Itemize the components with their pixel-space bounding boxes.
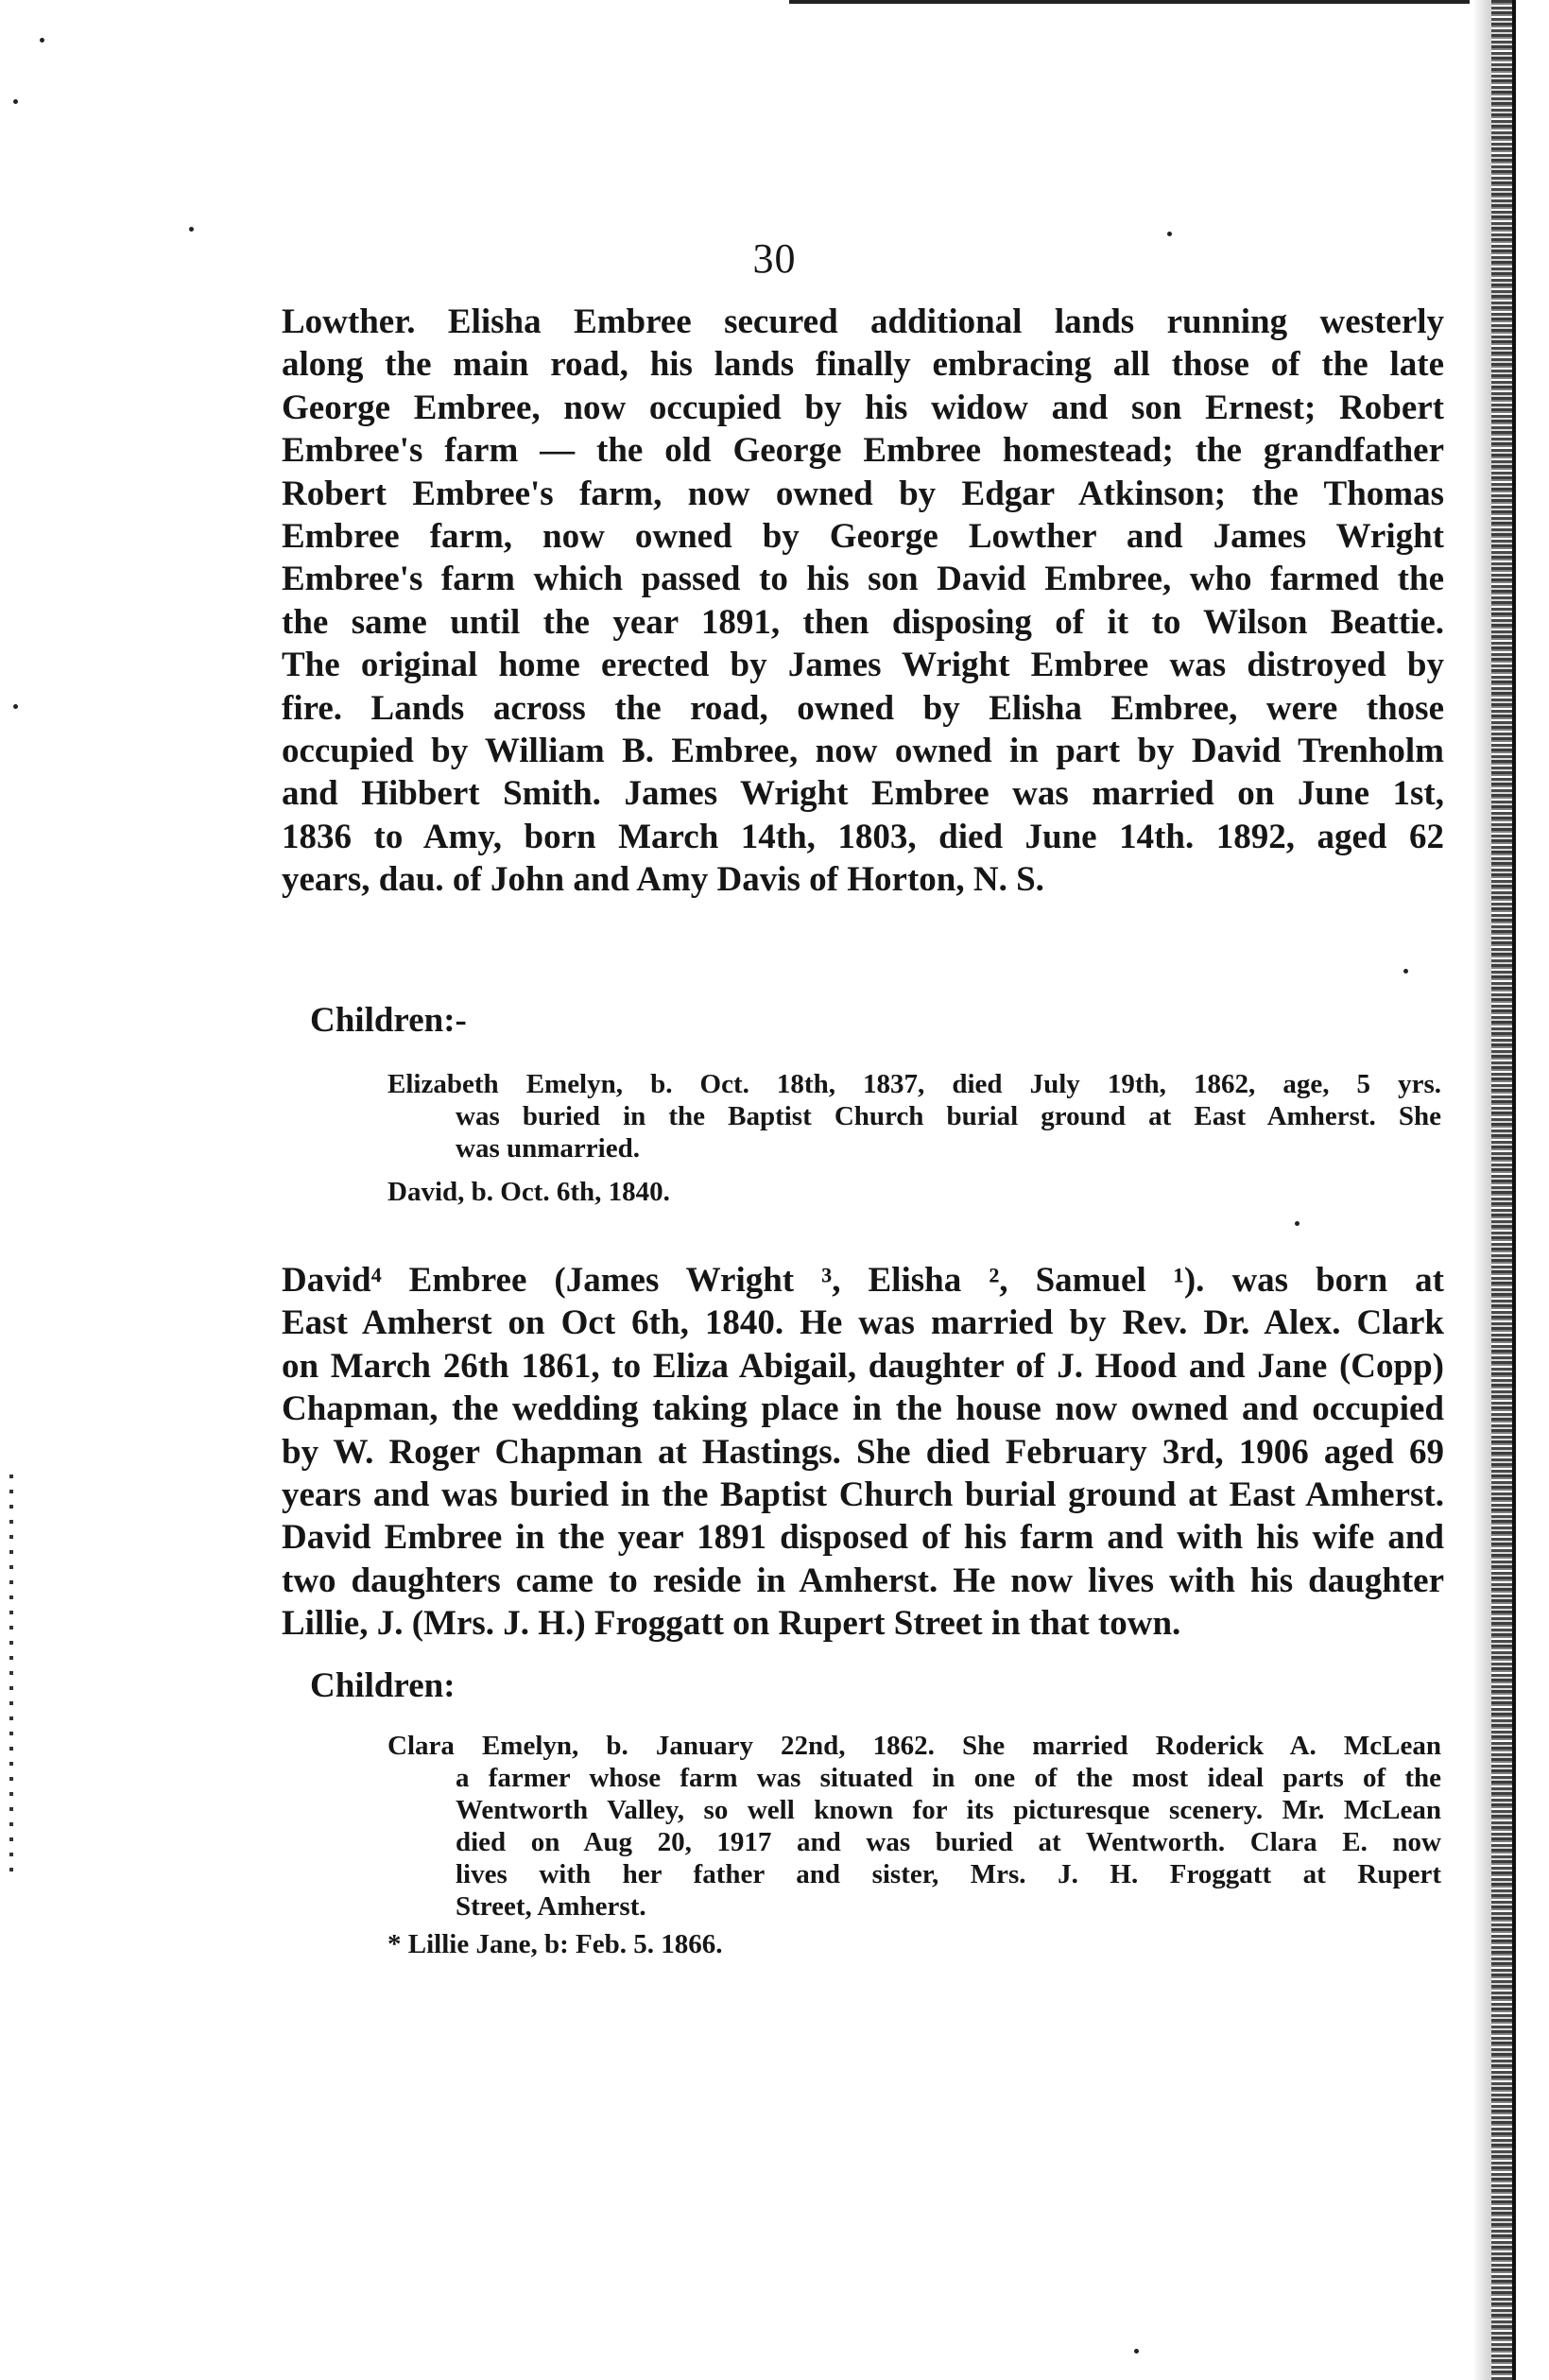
child-entry-line: died on Aug 20, 1917 and was buried at Wentworth. Clara E. now bbox=[456, 1827, 1441, 1857]
children-heading-2: Children: bbox=[310, 1666, 456, 1705]
child-entry-line: was unmarried. bbox=[456, 1133, 640, 1164]
text-line: 1836 to Amy, born March 14th, 1803, died June 14th. 1892, aged 62 bbox=[282, 817, 1444, 856]
child-entry-line: a farmer whose farm was situated in one of the most ideal parts of the bbox=[456, 1763, 1441, 1793]
page-number: 30 bbox=[752, 235, 797, 282]
child-entry bbox=[387, 1176, 1441, 1208]
text-line: The original home erected by James Wright Embree was distroyed by bbox=[282, 646, 1444, 685]
text-line: fire. Lands across the road, owned by Elisha Embree, were those bbox=[282, 688, 1444, 728]
text-line: Embree farm, now owned by George Lowther and James Wright bbox=[282, 516, 1444, 556]
text-line: years, dau. of John and Amy Davis of Horton, N. S. bbox=[282, 860, 1044, 900]
speck bbox=[1134, 2349, 1139, 2354]
child-entry-line: David, b. Oct. 6th, 1840. bbox=[387, 1177, 670, 1207]
children-list-2 bbox=[387, 1730, 1441, 1966]
children-list-1 bbox=[387, 1068, 1441, 1219]
text-line: the same until the year 1891, then disposing of it to Wilson Beattie. bbox=[282, 602, 1444, 642]
child-entry bbox=[387, 1928, 1441, 1960]
text-line: Embree's farm which passed to his son David Embree, who farmed the bbox=[282, 560, 1444, 599]
text-line: Embree's farm — the old George Embree homestead; the grandfather bbox=[282, 431, 1444, 471]
text-line: occupied by William B. Embree, now owned in part by David Trenholm bbox=[282, 731, 1444, 770]
speck bbox=[40, 38, 44, 43]
binding-shadow bbox=[1472, 0, 1491, 2380]
text-line: two daughters came to reside in Amherst. He now lives with his daughter bbox=[282, 1561, 1444, 1600]
speck bbox=[189, 227, 194, 232]
child-entry bbox=[387, 1730, 1441, 1923]
text-line: years and was buried in the Baptist Church burial ground at East Amherst. bbox=[282, 1475, 1444, 1514]
speck bbox=[1403, 969, 1408, 974]
paragraph-1 bbox=[282, 301, 1444, 901]
children-heading-1: Children:- bbox=[310, 1001, 467, 1040]
child-entry-line: lives with her father and sister, Mrs. J. H. Froggatt at Rupert bbox=[456, 1859, 1441, 1889]
child-entry-line: Street, Amherst. bbox=[456, 1891, 646, 1922]
text-line: along the main road, his lands finally embracing all those of the late bbox=[282, 345, 1444, 385]
text-line: on March 26th 1861, to Eliza Abigail, daughter of J. Hood and Jane (Copp) bbox=[282, 1346, 1444, 1386]
text-line: Lowther. Elisha Embree secured additional lands running westerly bbox=[282, 302, 1444, 341]
text-line: Lillie, J. (Mrs. J. H.) Froggatt on Rupert Street in that town. bbox=[282, 1604, 1181, 1644]
top-edge-rule bbox=[789, 0, 1470, 4]
child-entry-line: Clara Emelyn, b. January 22nd, 1862. She married Roderick A. McLean bbox=[387, 1731, 1441, 1761]
text-line: Robert Embree's farm, now owned by Edgar Atkinson; the Thomas bbox=[282, 474, 1444, 513]
speck bbox=[13, 99, 18, 104]
text-line: David⁴ Embree (James Wright ³, Elisha ², Samuel ¹). was born at bbox=[282, 1261, 1444, 1300]
child-entry-line: * Lillie Jane, b: Feb. 5. 1866. bbox=[387, 1929, 723, 1959]
text-line: Chapman, the wedding taking place in the house now owned and occupied bbox=[282, 1389, 1444, 1429]
speck bbox=[1295, 1221, 1299, 1226]
binding-edge-line bbox=[1512, 0, 1516, 2380]
book-binding-edge bbox=[1491, 0, 1514, 2380]
text-line: and Hibbert Smith. James Wright Embree was married on June 1st, bbox=[282, 774, 1444, 814]
child-entry-line: Elizabeth Emelyn, b. Oct. 18th, 1837, died July 19th, 1862, age, 5 yrs. bbox=[387, 1069, 1441, 1099]
left-margin-dots bbox=[9, 1475, 13, 1871]
speck bbox=[13, 704, 18, 709]
text-line: East Amherst on Oct 6th, 1840. He was married by Rev. Dr. Alex. Clark bbox=[282, 1303, 1444, 1343]
text-line: by W. Roger Chapman at Hastings. She died February 3rd, 1906 aged 69 bbox=[282, 1432, 1444, 1472]
text-line: David Embree in the year 1891 disposed of his farm and with his wife and bbox=[282, 1518, 1444, 1558]
child-entry-line: was buried in the Baptist Church burial ground at East Amherst. She bbox=[456, 1101, 1441, 1131]
paragraph-2 bbox=[282, 1259, 1444, 1646]
text-line: George Embree, now occupied by his widow and son Ernest; Robert bbox=[282, 388, 1444, 427]
child-entry-line: Wentworth Valley, so well known for its picturesque scenery. Mr. McLean bbox=[456, 1795, 1441, 1825]
child-entry bbox=[387, 1068, 1441, 1164]
